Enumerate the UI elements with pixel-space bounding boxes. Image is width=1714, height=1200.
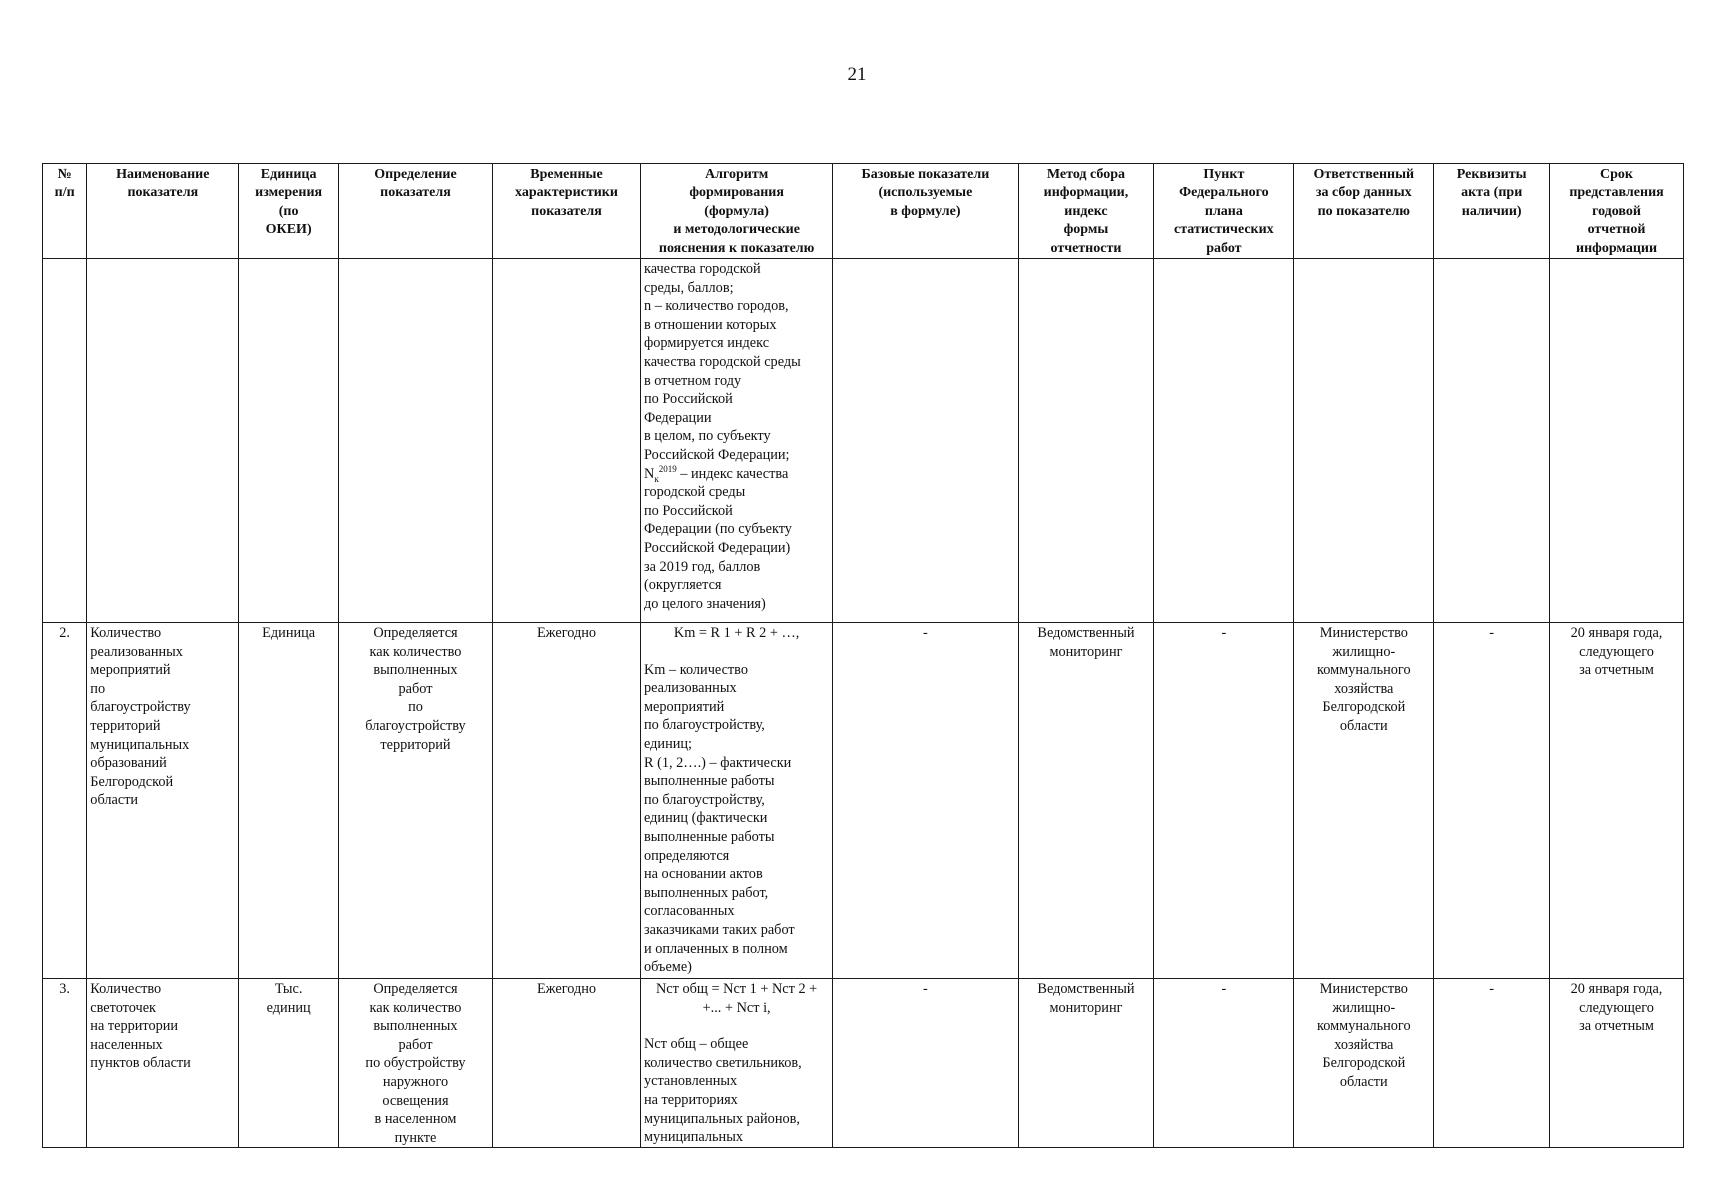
cell-empty bbox=[338, 259, 492, 623]
cell-unit: Тыс. единиц bbox=[239, 979, 339, 1148]
algorithm-symbol-text: – индекс качества bbox=[676, 465, 789, 482]
cell-empty bbox=[1294, 259, 1434, 623]
table-header-row bbox=[43, 164, 1684, 259]
cell-unit: Единица bbox=[239, 623, 339, 979]
cell-definition: Определяется как количество выполненных работ по обустройству наружного освещения в населенном пункте bbox=[338, 979, 492, 1148]
cell-act: - bbox=[1434, 623, 1550, 979]
cell-empty bbox=[493, 259, 641, 623]
header-deadline: Срок представления годовой отчетной информации bbox=[1550, 164, 1684, 259]
cell-num: 2. bbox=[43, 623, 87, 979]
algorithm-text: качества городской среды, баллов; n – количество городов, в отношении которых формируется индекс качества городской среды в отчетном году по Российской Федерации в целом, по субъекту Российской Федерации; bbox=[643, 261, 801, 463]
cell-empty bbox=[87, 259, 239, 623]
cell-deadline: 20 января года, следующего за отчетным bbox=[1550, 623, 1684, 979]
header-responsible: Ответственный за сбор данных по показателю bbox=[1294, 164, 1434, 259]
cell-empty bbox=[1550, 259, 1684, 623]
table-row bbox=[43, 979, 1684, 1148]
cell-algorithm-continuation bbox=[640, 259, 832, 623]
header-name: Наименование показателя bbox=[87, 164, 239, 259]
table-row bbox=[43, 623, 1684, 979]
header-num: № п/п bbox=[43, 164, 87, 259]
cell-definition: Определяется как количество выполненных работ по благоустройству территорий bbox=[338, 623, 492, 979]
cell-algorithm bbox=[640, 623, 832, 979]
cell-base: - bbox=[833, 623, 1018, 979]
cell-empty bbox=[43, 259, 87, 623]
algorithm-superscript: 2019 bbox=[658, 463, 677, 474]
cell-method: Ведомственный мониторинг bbox=[1018, 623, 1154, 979]
header-method: Метод сбора информации, индекс формы отчетности bbox=[1018, 164, 1154, 259]
algorithm-text: Nст общ – общее количество светильников, установленных на территориях муниципальных районов, муниципальных bbox=[643, 1036, 802, 1146]
cell-empty bbox=[1154, 259, 1294, 623]
formula: Km = R 1 + R 2 + …, bbox=[673, 625, 800, 642]
cell-num: 3. bbox=[43, 979, 87, 1148]
header-plan-item: Пункт Федерального плана статистических работ bbox=[1154, 164, 1294, 259]
cell-plan-item: - bbox=[1154, 979, 1294, 1148]
cell-time: Ежегодно bbox=[493, 979, 641, 1148]
algorithm-subscript: к bbox=[654, 473, 659, 484]
page-number: 21 bbox=[847, 64, 867, 85]
algorithm-text: городской среды по Российской Федерации (по субъекту Российской Федерации) за 2019 год, баллов (округляется до целого значения) bbox=[643, 484, 792, 612]
cell-algorithm bbox=[640, 979, 832, 1148]
cell-responsible: Министерство жилищно- коммунального хозяйства Белгородской области bbox=[1294, 979, 1434, 1148]
header-time: Временные характеристики показателя bbox=[493, 164, 641, 259]
cell-deadline: 20 января года, следующего за отчетным bbox=[1550, 979, 1684, 1148]
cell-responsible: Министерство жилищно- коммунального хозяйства Белгородской области bbox=[1294, 623, 1434, 979]
cell-empty bbox=[1018, 259, 1154, 623]
algorithm-symbol: N bbox=[643, 465, 655, 482]
header-definition: Определение показателя bbox=[338, 164, 492, 259]
table-row-continuation bbox=[43, 259, 1684, 623]
cell-empty bbox=[239, 259, 339, 623]
cell-plan-item: - bbox=[1154, 623, 1294, 979]
cell-empty bbox=[833, 259, 1018, 623]
cell-name: Количество светоточек на территории населенных пунктов области bbox=[87, 979, 239, 1148]
indicators-table bbox=[42, 163, 1684, 1148]
cell-method: Ведомственный мониторинг bbox=[1018, 979, 1154, 1148]
header-unit: Единица измерения (по ОКЕИ) bbox=[239, 164, 339, 259]
cell-act: - bbox=[1434, 979, 1550, 1148]
algorithm-symbol-line bbox=[644, 465, 829, 484]
header-base: Базовые показатели (используемые в формуле) bbox=[833, 164, 1018, 259]
formula: Nст общ = Nст 1 + Nст 2 + +... + Nст i, bbox=[655, 981, 818, 1016]
cell-time: Ежегодно bbox=[493, 623, 641, 979]
header-act: Реквизиты акта (при наличии) bbox=[1434, 164, 1550, 259]
cell-base: - bbox=[833, 979, 1018, 1148]
algorithm-text: Km – количество реализованных мероприятий по благоустройству, единиц; R (1, 2….) – фактически выполненные работы по благоустройству, единиц (фактически выполненные работы определяются на основании актов выполненных работ, согласованных заказчиками таких работ и оплаченных в полном объеме) bbox=[643, 661, 795, 976]
cell-empty bbox=[1434, 259, 1550, 623]
cell-name: Количество реализованных мероприятий по благоустройству территорий муниципальных образований Белгородской области bbox=[87, 623, 239, 979]
header-algorithm: Алгоритм формирования (формула) и методологические пояснения к показателю bbox=[640, 164, 832, 259]
